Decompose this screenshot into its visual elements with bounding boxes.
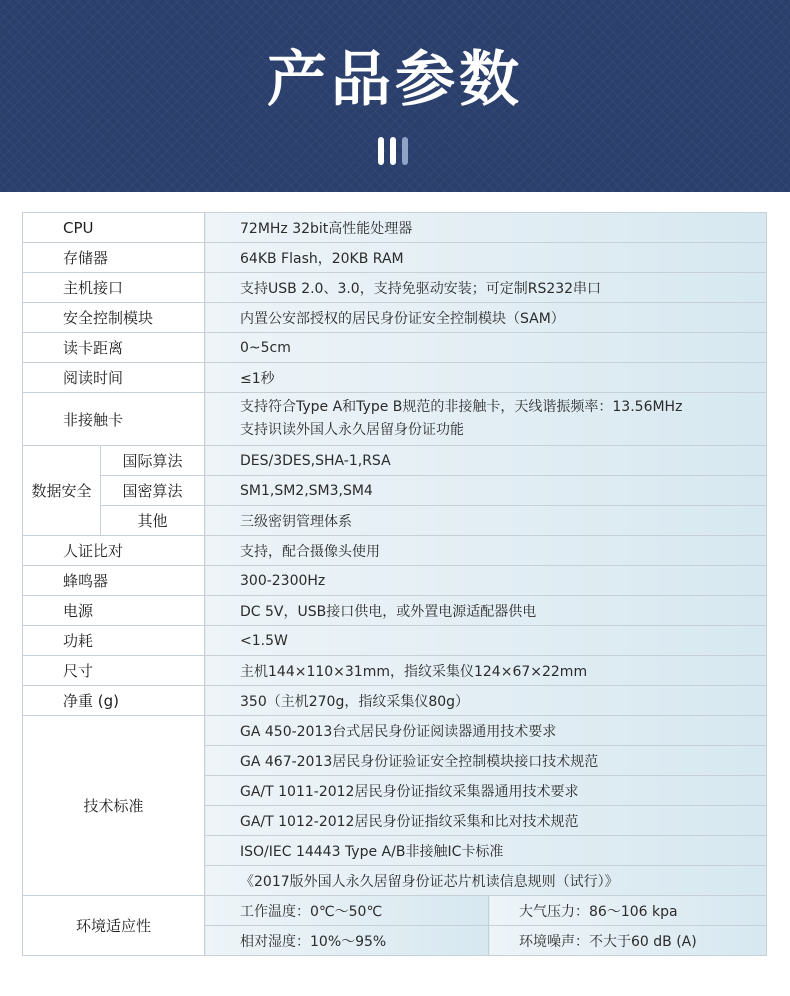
standard-item: GA/T 1012-2012居民身份证指纹采集和比对技术规范 <box>205 806 767 836</box>
table-row <box>23 303 767 333</box>
row-label: 技术标准 <box>23 716 205 896</box>
sub-label: 国际算法 <box>101 446 205 476</box>
row-label: 电源 <box>23 596 205 626</box>
table-row <box>23 213 767 243</box>
value-line: 支持符合Type A和Type B规范的非接触卡，天线谐振频率：13.56MHz <box>240 399 683 415</box>
header-banner <box>0 0 790 192</box>
row-value: 支持，配合摄像头使用 <box>205 536 767 566</box>
table-row <box>23 566 767 596</box>
standard-item: GA/T 1011-2012居民身份证指纹采集器通用技术要求 <box>205 776 767 806</box>
standard-item: GA 467-2013居民身份证验证安全控制模块接口技术规范 <box>205 746 767 776</box>
row-label: 净重 (g) <box>23 686 205 716</box>
table-row <box>23 333 767 363</box>
table-row <box>23 626 767 656</box>
row-value: 支持USB 2.0、3.0，支持免驱动安装；可定制RS232串口 <box>205 273 767 303</box>
value-line: 支持识读外国人永久居留身份证功能 <box>240 422 464 438</box>
row-value: DC 5V，USB接口供电，或外置电源适配器供电 <box>205 596 767 626</box>
row-value: 300-2300Hz <box>205 566 767 596</box>
row-value: 三级密钥管理体系 <box>205 506 767 536</box>
row-label: 功耗 <box>23 626 205 656</box>
row-value <box>205 393 767 446</box>
table-row <box>23 596 767 626</box>
table-row <box>23 536 767 566</box>
row-label: 环境适应性 <box>23 896 205 956</box>
row-value: 主机144×110×31mm，指纹采集仪124×67×22mm <box>205 656 767 686</box>
table-row <box>23 716 767 746</box>
row-label: 读卡距离 <box>23 333 205 363</box>
standard-item: GA 450-2013台式居民身份证阅读器通用技术要求 <box>205 716 767 746</box>
row-value: SM1,SM2,SM3,SM4 <box>205 476 767 506</box>
spec-table <box>22 212 767 956</box>
row-label: 人证比对 <box>23 536 205 566</box>
row-value: 350（主机270g，指纹采集仪80g） <box>205 686 767 716</box>
table-row <box>23 896 767 926</box>
table-row <box>23 393 767 446</box>
humidity: 相对湿度：10%～95% <box>205 926 489 956</box>
row-value: 0~5cm <box>205 333 767 363</box>
decorative-bars-icon <box>378 137 414 165</box>
row-label: 安全控制模块 <box>23 303 205 333</box>
table-row <box>23 273 767 303</box>
table-row <box>23 686 767 716</box>
row-label: CPU <box>23 213 205 243</box>
sub-label: 其他 <box>101 506 205 536</box>
sub-label: 国密算法 <box>101 476 205 506</box>
table-row <box>23 656 767 686</box>
row-value: 72MHz 32bit高性能处理器 <box>205 213 767 243</box>
row-label: 蜂鸣器 <box>23 566 205 596</box>
table-row <box>23 446 767 476</box>
operating-temp: 工作温度：0℃～50℃ <box>205 896 489 926</box>
row-value: 64KB Flash，20KB RAM <box>205 243 767 273</box>
table-row <box>23 506 767 536</box>
standard-item: ISO/IEC 14443 Type A/B非接触IC卡标准 <box>205 836 767 866</box>
table-row <box>23 243 767 273</box>
row-value: 内置公安部授权的居民身份证安全控制模块（SAM） <box>205 303 767 333</box>
row-label: 阅读时间 <box>23 363 205 393</box>
table-row <box>23 363 767 393</box>
row-label: 尺寸 <box>23 656 205 686</box>
row-label: 数据安全 <box>23 446 101 536</box>
air-pressure: 大气压力：86～106 kpa <box>489 896 767 926</box>
row-value: ≤1秒 <box>205 363 767 393</box>
row-label: 非接触卡 <box>23 393 205 446</box>
standard-item: 《2017版外国人永久居留身份证芯片机读信息规则（试行）》 <box>205 866 767 896</box>
row-value: DES/3DES,SHA-1,RSA <box>205 446 767 476</box>
row-label: 主机接口 <box>23 273 205 303</box>
table-row <box>23 476 767 506</box>
page-title: 产品参数 <box>267 45 523 115</box>
row-value: <1.5W <box>205 626 767 656</box>
ambient-noise: 环境噪声：不大于60 dB (A) <box>489 926 767 956</box>
row-label: 存储器 <box>23 243 205 273</box>
